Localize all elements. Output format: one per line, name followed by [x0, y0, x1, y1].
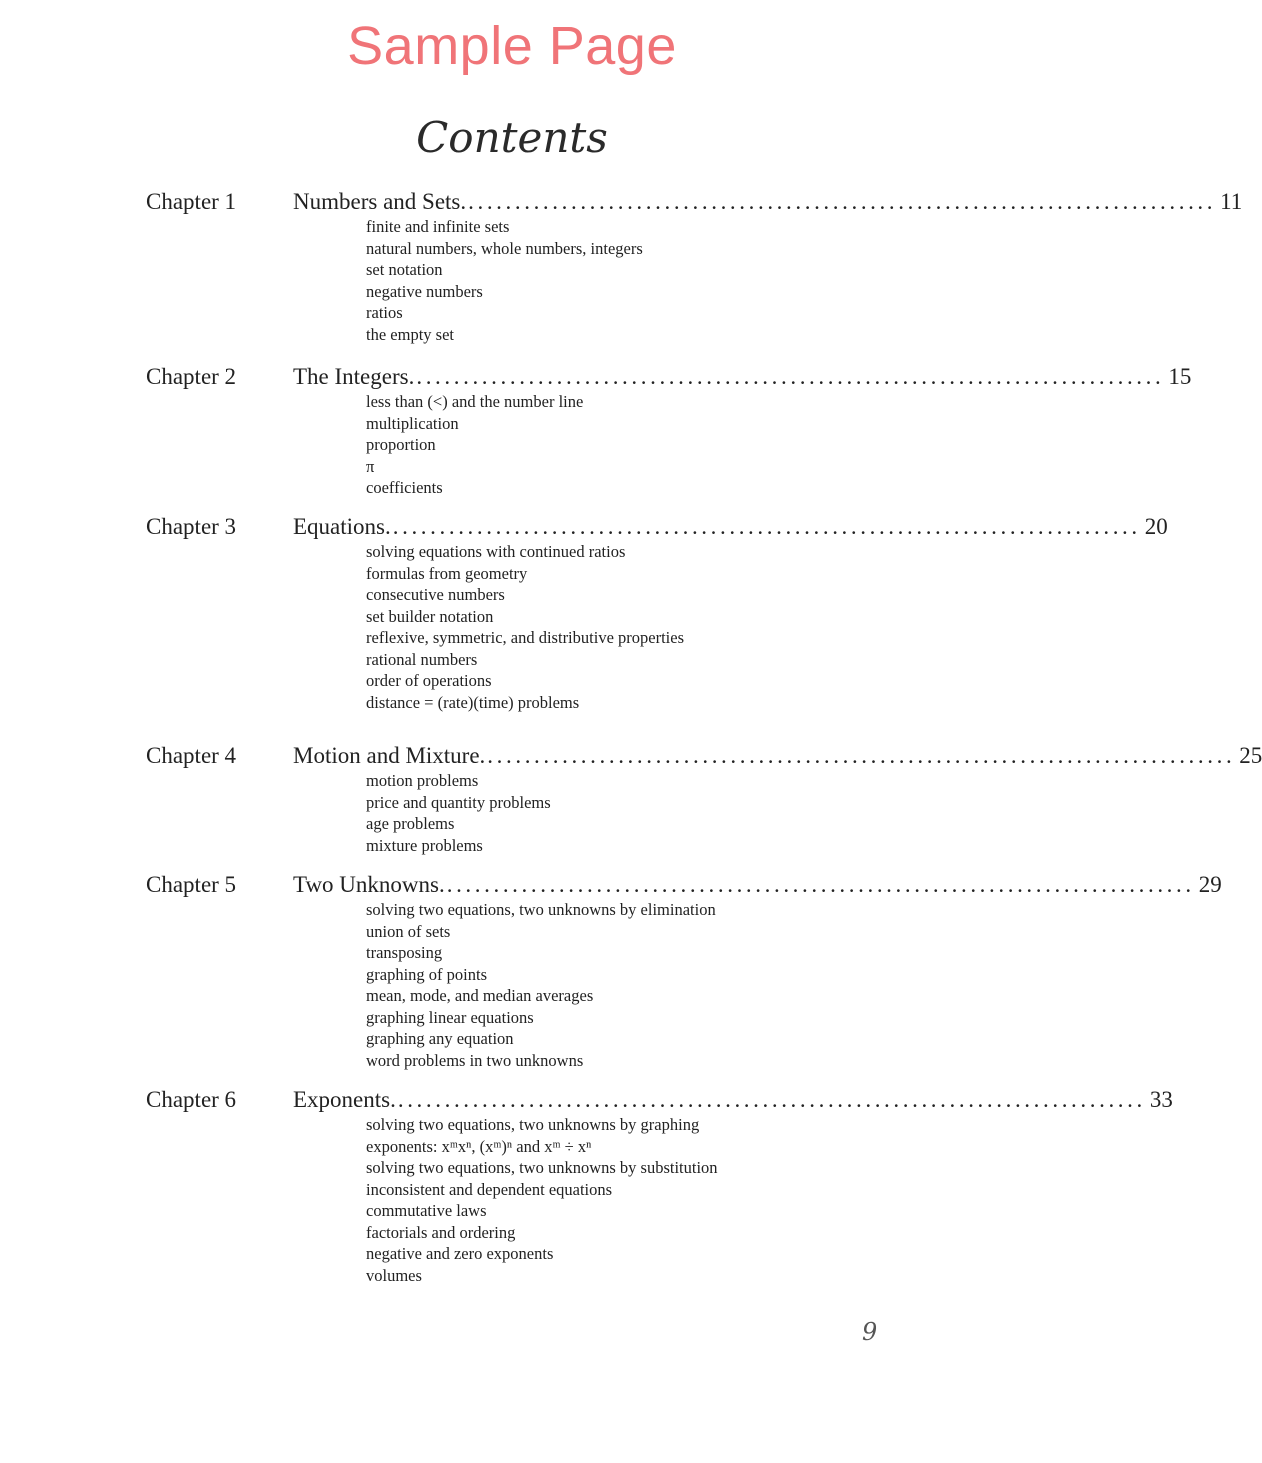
- chapter-title: Exponents.: [293, 1087, 396, 1112]
- chapter-title: The Integers.: [293, 364, 415, 389]
- topic-item: graphing linear equations: [366, 1007, 534, 1027]
- topic-list: [146, 1114, 878, 1286]
- topic-item: less than (<) and the number line: [366, 392, 584, 411]
- topic-item: distance = (rate)(time) problems: [366, 692, 580, 712]
- topic-item: price and quantity problems: [366, 792, 551, 812]
- chapter-number: Chapter 1: [146, 189, 237, 214]
- topic-item: set builder notation: [366, 606, 494, 626]
- topic-list: [146, 216, 878, 345]
- page-folio-number: 9: [862, 1318, 878, 1346]
- topic-list: [146, 541, 878, 713]
- chapter-title: Numbers and Sets.: [293, 189, 467, 214]
- topic-item: coefficients: [366, 478, 443, 497]
- topic-item: mixture problems: [366, 835, 483, 855]
- topic-item: negative numbers: [366, 281, 483, 301]
- topic-item: formulas from geometry: [366, 563, 528, 583]
- topic-item: mean, mode, and median averages: [366, 986, 594, 1005]
- topic-item: solving two equations, two unknowns by substitution: [366, 1158, 718, 1177]
- topic-item: π: [366, 456, 375, 476]
- dot-leader: ................................................................................: [397, 1087, 1146, 1112]
- chapter-6-entry: [146, 1086, 1173, 1286]
- dot-leader: ................................................................................: [468, 189, 1217, 214]
- topic-item: solving equations with continued ratios: [366, 542, 626, 561]
- topic-list: [146, 770, 878, 856]
- topic-item: exponents: xᵐxⁿ, (xᵐ)ⁿ and xᵐ ÷ xⁿ: [366, 1136, 592, 1156]
- chapter-page-number: 15: [1168, 364, 1192, 389]
- chapter-page-number: 25: [1239, 743, 1262, 768]
- topic-item: transposing: [366, 943, 443, 962]
- topic-item: word problems in two unknowns: [366, 1050, 584, 1070]
- chapter-page-number: 29: [1198, 872, 1222, 897]
- topic-item: union of sets: [366, 921, 451, 941]
- topic-item: order of operations: [366, 671, 492, 690]
- topic-item: set notation: [366, 260, 443, 279]
- chapter-page-number: 11: [1220, 189, 1243, 214]
- chapter-4-entry: [146, 742, 1262, 856]
- chapter-5-entry: [146, 871, 1222, 1071]
- chapter-number: Chapter 5: [146, 872, 237, 897]
- dot-leader: ................................................................................: [416, 364, 1165, 389]
- chapter-title: Two Unknowns.: [293, 872, 445, 897]
- dot-leader: ................................................................................: [446, 872, 1195, 897]
- chapter-page-number: 20: [1144, 514, 1168, 539]
- topic-item: ratios: [366, 303, 403, 322]
- topic-item: volumes: [366, 1265, 422, 1285]
- chapter-3-entry: [146, 513, 1168, 713]
- topic-item: age problems: [366, 814, 455, 833]
- chapter-heading-row: [146, 188, 1243, 216]
- topic-item: rational numbers: [366, 649, 478, 669]
- topic-item: finite and infinite sets: [366, 217, 510, 236]
- topic-item: reflexive, symmetric, and distributive properties: [366, 628, 684, 647]
- chapter-title: Equations.: [293, 514, 391, 539]
- chapter-number: Chapter 4: [146, 743, 237, 768]
- topic-item: solving two equations, two unknowns by graphing: [366, 1115, 700, 1134]
- topic-item: inconsistent and dependent equations: [366, 1179, 613, 1199]
- chapter-title: Motion and Mixture.: [293, 743, 486, 768]
- chapter-heading-row: [146, 363, 1192, 391]
- chapter-1-entry: [146, 188, 1243, 345]
- chapter-number: Chapter 3: [146, 514, 237, 539]
- topic-item: multiplication: [366, 413, 459, 433]
- topic-item: natural numbers, whole numbers, integers: [366, 238, 643, 258]
- topic-item: the empty set: [366, 324, 454, 344]
- topic-item: negative and zero exponents: [366, 1244, 554, 1263]
- chapter-page-number: 33: [1149, 1087, 1173, 1112]
- chapter-number: Chapter 2: [146, 364, 237, 389]
- topic-item: consecutive numbers: [366, 585, 505, 604]
- chapter-heading-row: [146, 871, 1222, 899]
- topic-item: graphing any equation: [366, 1029, 514, 1048]
- chapter-heading-row: [146, 1086, 1173, 1114]
- topic-item: proportion: [366, 435, 436, 454]
- topic-item: factorials and ordering: [366, 1222, 516, 1242]
- dot-leader: ................................................................................: [392, 514, 1141, 539]
- chapter-number: Chapter 6: [146, 1087, 237, 1112]
- topic-item: solving two equations, two unknowns by elimination: [366, 900, 716, 919]
- topic-list: [146, 899, 878, 1071]
- sample-page-watermark: Sample Page: [347, 16, 677, 76]
- topic-item: commutative laws: [366, 1201, 487, 1220]
- dot-leader: ................................................................................: [487, 743, 1236, 768]
- topic-item: graphing of points: [366, 964, 487, 984]
- topic-item: motion problems: [366, 771, 479, 790]
- chapter-2-entry: [146, 363, 1192, 499]
- chapter-heading-row: [146, 513, 1168, 541]
- topic-list: [146, 391, 878, 499]
- chapter-heading-row: [146, 742, 1262, 770]
- contents-heading: Contents: [416, 113, 608, 162]
